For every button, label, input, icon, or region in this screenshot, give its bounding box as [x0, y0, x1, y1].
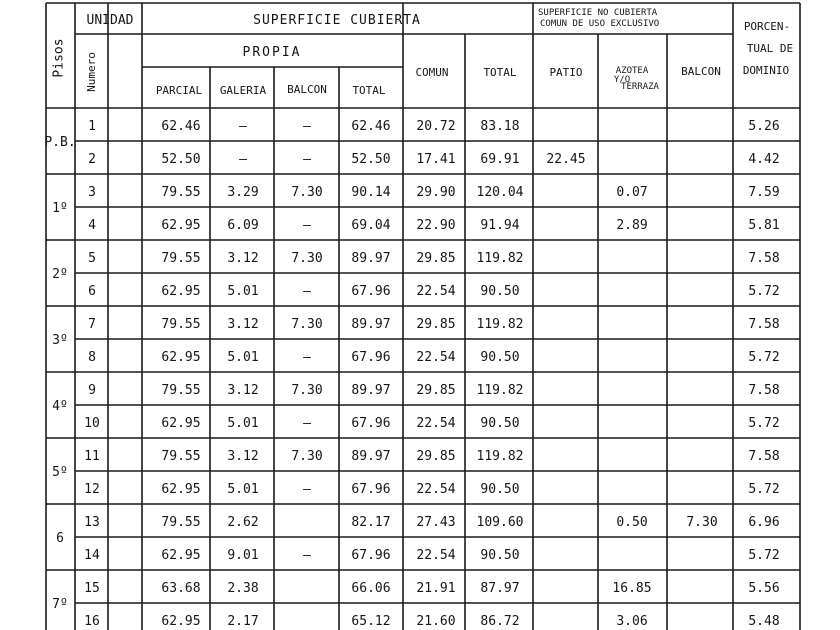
header-total: TOTAL [483, 66, 517, 79]
cell-balcon: — [303, 482, 311, 497]
cell-numero: 4 [88, 218, 96, 233]
cell-comun: 29.90 [416, 185, 456, 200]
cell-comun: 29.85 [416, 383, 456, 398]
cell-balcon: — [303, 218, 311, 233]
cell-total: 119.82 [476, 449, 524, 464]
cell-galeria: — [239, 152, 247, 167]
header-porcentual-2: TUAL DE [746, 42, 794, 55]
cell-azotea: 3.06 [616, 614, 648, 629]
cell-porcentual: 7.58 [748, 251, 780, 266]
cell-total: 83.18 [480, 119, 520, 134]
cell-total-propia: 69.04 [351, 218, 391, 233]
cell-azotea: 0.07 [616, 185, 648, 200]
cell-comun: 22.54 [416, 350, 456, 365]
header-unidad: UNIDAD [86, 13, 134, 28]
header-porcentual-3: DOMINIO [742, 64, 790, 77]
table-body [84, 119, 779, 629]
cell-comun: 27.43 [416, 515, 456, 530]
cell-comun: 21.60 [416, 614, 456, 629]
header-parcial: PARCIAL [155, 84, 203, 97]
cell-total: 119.82 [476, 383, 524, 398]
cell-balcon: — [303, 119, 311, 134]
cell-comun: 29.85 [416, 251, 456, 266]
cell-total: 90.50 [480, 350, 520, 365]
cell-galeria: — [239, 119, 247, 134]
cell-porcentual: 7.58 [748, 449, 780, 464]
cell-balcon: 7.30 [291, 185, 323, 200]
header-propia: PROPIA [242, 45, 302, 60]
cell-comun: 29.85 [416, 317, 456, 332]
cell-parcial: 79.55 [161, 251, 201, 266]
header-superficie-cubierta: SUPERFICIE CUBIERTA [253, 13, 421, 28]
cell-total-propia: 62.46 [351, 119, 391, 134]
cell-parcial: 63.68 [161, 581, 201, 596]
cell-parcial: 79.55 [161, 185, 201, 200]
cell-balcon: 7.30 [291, 383, 323, 398]
cell-numero: 14 [84, 548, 100, 563]
cell-balcon: 7.30 [291, 449, 323, 464]
cell-total: 91.94 [480, 218, 520, 233]
cell-comun: 22.54 [416, 548, 456, 563]
cell-balcon: 7.30 [291, 317, 323, 332]
header-comun: COMUN [415, 66, 449, 79]
cell-parcial: 62.95 [161, 284, 201, 299]
cell-total-propia: 89.97 [351, 449, 391, 464]
cell-numero: 7 [88, 317, 96, 332]
cell-numero: 13 [84, 515, 100, 530]
header-numero: Numero [85, 52, 98, 92]
cell-total-propia: 67.96 [351, 284, 391, 299]
cell-total: 120.04 [476, 185, 524, 200]
cell-total: 69.91 [480, 152, 520, 167]
cell-total-propia: 67.96 [351, 482, 391, 497]
cell-numero: 10 [84, 416, 100, 431]
cell-porcentual: 5.81 [748, 218, 780, 233]
cell-comun: 22.90 [416, 218, 456, 233]
header-patio: PATIO [549, 66, 583, 79]
cell-total: 90.50 [480, 482, 520, 497]
cell-total-propia: 89.97 [351, 251, 391, 266]
cell-porcentual: 5.72 [748, 548, 780, 563]
cell-azotea: 0.50 [616, 515, 648, 530]
cell-parcial: 52.50 [161, 152, 201, 167]
cell-total: 90.50 [480, 416, 520, 431]
cell-numero: 2 [88, 152, 96, 167]
cell-numero: 5 [88, 251, 96, 266]
cell-numero: 9 [88, 383, 96, 398]
floor-label: 5º [52, 465, 68, 480]
cell-galeria: 2.17 [227, 614, 259, 629]
cell-galeria: 2.38 [227, 581, 259, 596]
cell-porcentual: 5.72 [748, 350, 780, 365]
header-balcon: BALCON [287, 83, 327, 96]
cell-parcial: 79.55 [161, 317, 201, 332]
cell-galeria: 5.01 [227, 482, 259, 497]
cell-numero: 15 [84, 581, 100, 596]
header-azotea-3: TERRAZA [621, 82, 659, 92]
cell-parcial: 62.95 [161, 482, 201, 497]
cell-numero: 6 [88, 284, 96, 299]
header-balcon-nc: BALCON [681, 65, 721, 78]
cell-numero: 8 [88, 350, 96, 365]
cell-galeria: 3.12 [227, 383, 259, 398]
floor-label: 2º [52, 267, 68, 282]
cell-parcial: 62.95 [161, 350, 201, 365]
cell-total-propia: 82.17 [351, 515, 391, 530]
header-azotea-1: AZOTEA [615, 66, 649, 76]
header-total-propia: TOTAL [352, 84, 386, 97]
header-azotea-2: Y/O [613, 75, 631, 85]
header-galeria: GALERIA [219, 84, 267, 97]
cell-galeria: 3.12 [227, 251, 259, 266]
cell-balcon: — [303, 284, 311, 299]
cell-porcentual: 5.72 [748, 482, 780, 497]
cell-parcial: 79.55 [161, 449, 201, 464]
cell-comun: 22.54 [416, 284, 456, 299]
header-pisos: Pisos [51, 38, 67, 78]
cell-total: 119.82 [476, 317, 524, 332]
cell-numero: 1 [88, 119, 96, 134]
cell-galeria: 3.29 [227, 185, 259, 200]
cell-galeria: 5.01 [227, 416, 259, 431]
cell-total: 119.82 [476, 251, 524, 266]
floor-label: 7º [52, 597, 68, 612]
cell-azotea: 2.89 [616, 218, 648, 233]
floor-label: 6 [56, 531, 64, 546]
cell-comun: 17.41 [416, 152, 456, 167]
cell-total-propia: 65.12 [351, 614, 391, 629]
cell-numero: 3 [88, 185, 96, 200]
cell-galeria: 3.12 [227, 317, 259, 332]
cell-porcentual: 7.58 [748, 383, 780, 398]
cell-porcentual: 6.96 [748, 515, 780, 530]
cell-porcentual: 4.42 [748, 152, 780, 167]
floor-label: P.B. [44, 135, 76, 150]
cell-porcentual: 5.48 [748, 614, 780, 629]
cell-porcentual: 5.72 [748, 416, 780, 431]
cell-numero: 16 [84, 614, 100, 629]
cell-total: 90.50 [480, 284, 520, 299]
cell-total-propia: 90.14 [351, 185, 391, 200]
cell-comun: 20.72 [416, 119, 456, 134]
cell-total-propia: 67.96 [351, 350, 391, 365]
cell-comun: 22.54 [416, 482, 456, 497]
cell-galeria: 5.01 [227, 284, 259, 299]
cell-patio: 22.45 [546, 152, 586, 167]
cell-parcial: 79.55 [161, 383, 201, 398]
cell-total-propia: 67.96 [351, 548, 391, 563]
cell-porcentual: 5.72 [748, 284, 780, 299]
cell-comun: 29.85 [416, 449, 456, 464]
cell-total: 86.72 [480, 614, 520, 629]
cell-porcentual: 5.26 [748, 119, 780, 134]
cell-balcon: — [303, 548, 311, 563]
cell-total: 90.50 [480, 548, 520, 563]
cell-balcon: — [303, 416, 311, 431]
cell-total-propia: 66.06 [351, 581, 391, 596]
cell-parcial: 62.95 [161, 416, 201, 431]
cell-porcentual: 7.59 [748, 185, 780, 200]
cell-total-propia: 67.96 [351, 416, 391, 431]
cell-parcial: 62.95 [161, 218, 201, 233]
header-no-cubierta-2: COMUN DE USO EXCLUSIVO [540, 19, 660, 29]
cell-total-propia: 89.97 [351, 317, 391, 332]
floor-labels [44, 135, 75, 612]
cell-total-propia: 52.50 [351, 152, 391, 167]
cell-total-propia: 89.97 [351, 383, 391, 398]
cell-numero: 11 [84, 449, 100, 464]
cell-balcon-nc: 7.30 [686, 515, 718, 530]
floor-label: 4º [52, 399, 68, 414]
cell-galeria: 5.01 [227, 350, 259, 365]
header-porcentual-1: PORCEN- [743, 20, 791, 33]
cell-balcon: — [303, 350, 311, 365]
cell-comun: 21.91 [416, 581, 456, 596]
cell-numero: 12 [84, 482, 100, 497]
cell-balcon: 7.30 [291, 251, 323, 266]
cell-galeria: 9.01 [227, 548, 259, 563]
cell-parcial: 62.95 [161, 614, 201, 629]
cell-total: 109.60 [476, 515, 524, 530]
cell-galeria: 6.09 [227, 218, 259, 233]
floor-label: 3º [52, 333, 68, 348]
cell-porcentual: 7.58 [748, 317, 780, 332]
header-no-cubierta-1: SUPERFICIE NO CUBIERTA [538, 8, 658, 18]
cell-parcial: 62.95 [161, 548, 201, 563]
cell-comun: 22.54 [416, 416, 456, 431]
cell-total: 87.97 [480, 581, 520, 596]
cell-galeria: 3.12 [227, 449, 259, 464]
cell-balcon: — [303, 152, 311, 167]
cell-porcentual: 5.56 [748, 581, 780, 596]
floor-label: 1º [52, 201, 68, 216]
cell-parcial: 62.46 [161, 119, 201, 134]
cell-galeria: 2.62 [227, 515, 259, 530]
cell-parcial: 79.55 [161, 515, 201, 530]
cell-azotea: 16.85 [612, 581, 652, 596]
